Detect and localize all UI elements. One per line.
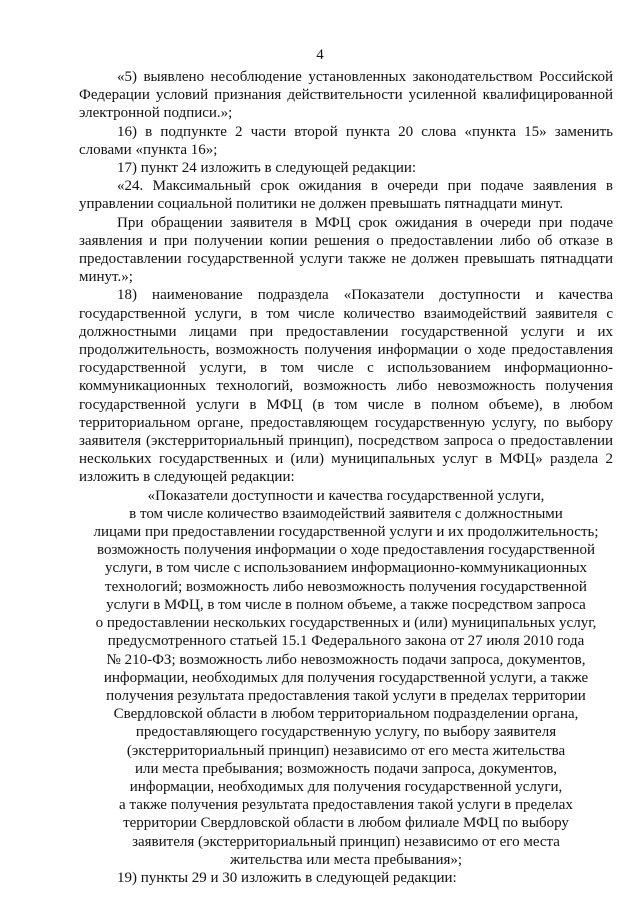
heading-line: возможность получения информации о ходе предоставления государственной [97,542,595,559]
page-number: 4 [316,47,324,63]
heading-line: территории Свердловской области в любом филиале МФЦ по выбору [123,815,569,832]
paragraph-item-16: 16) в подпункте 2 части второй пункта 20 слова «пункта 15» заменить словами «пункта 16»; [79,123,613,158]
paragraph-mfc-waiting: При обращении заявителя в МФЦ срок ожидания в очереди при подаче заявления и при получении копии решения о предоставлении либо об отказе в предоставлении государственной услуги также не должен превышать пятнадцати минут.»; [79,214,613,286]
heading-line: информации, необходимых для получения государственной услуги, [129,778,563,795]
heading-line: (экстерриториальный принцип) независимо от его места жительства [126,742,566,759]
paragraph-point-24: «24. Максимальный срок ожидания в очереди при подаче заявления в управлении социальной политики не должен превышать пятнадцати минут. [79,178,613,213]
heading-line: получения результата предоставления такой услуги в пределах территории [106,687,586,704]
heading-line: услуги в МФЦ, в том числе в полном объеме, а также посредством запроса [106,596,586,613]
heading-line: технологий; возможность либо невозможность получения государственной [105,578,587,595]
paragraph-item-19: 19) пункты 29 и 30 изложить в следующей редакции: [117,869,457,886]
heading-line: о предоставлении нескольких государственных и (или) муниципальных услуг, [95,615,597,632]
heading-line: а также получения результата предоставления такой услуги в пределах [119,797,573,814]
heading-line: «Показатели доступности и качества государственной услуги, [147,487,545,504]
heading-line: № 210-ФЗ; возможность либо невозможность подачи запроса, документов, [106,651,586,668]
paragraph-item-5-signature: «5) выявлено несоблюдение установленных законодательством Российской Федерации условий признания действительности усиленной квалифицированной электронной подписи.»; [79,69,613,122]
heading-line: информации, необходимых для получения государственной услуги, а также [103,669,589,686]
document-body [79,68,613,887]
heading-line: заявителя (экстерриториальный принцип) независимо от его места [132,833,560,850]
heading-line: предоставляющего государственную услугу, по выбору заявителя [135,724,557,741]
heading-line: или места пребывания; возможность подачи запроса, документов, [134,760,558,777]
centered-subsection-heading [79,487,613,869]
heading-line: Свердловской области в любом территориальном подразделении органа, [113,706,579,723]
paragraph-item-18: 18) наименование подраздела «Показатели доступности и качества государственной услуги, в том числе количество взаимодействий заявителя с должностными лицами при предоставлении государственной услуги и их продолжительность, возможность получения информации о ходе предоставления государственной услуги, в том числе с использованием информационно-коммуникационных технологий, возможность либо невозможность получения государственной услуги в МФЦ (в том числе в полном объеме), в любом территориальном органе, предоставляющем государственную услугу, по выбору заявителя (экстерриториальный принцип), посредством запроса о предоставлении нескольких государственных и (или) муниципальных услуг в МФЦ» раздела 2 изложить в следующей редакции: [79,287,613,486]
heading-line: в том числе количество взаимодействий заявителя с должностными [129,505,563,522]
paragraph-item-17: 17) пункт 24 изложить в следующей редакции: [117,160,417,177]
heading-line: жительства или места пребывания»; [229,851,463,868]
heading-line: лицами при предоставлении государственной услуги и их продолжительность; [93,524,599,541]
heading-line: услуги, в том числе с использованием информационно-коммуникационных [104,560,588,577]
heading-line: предусмотренного статьей 15.1 Федерального закона от 27 июля 2010 года [107,633,585,650]
